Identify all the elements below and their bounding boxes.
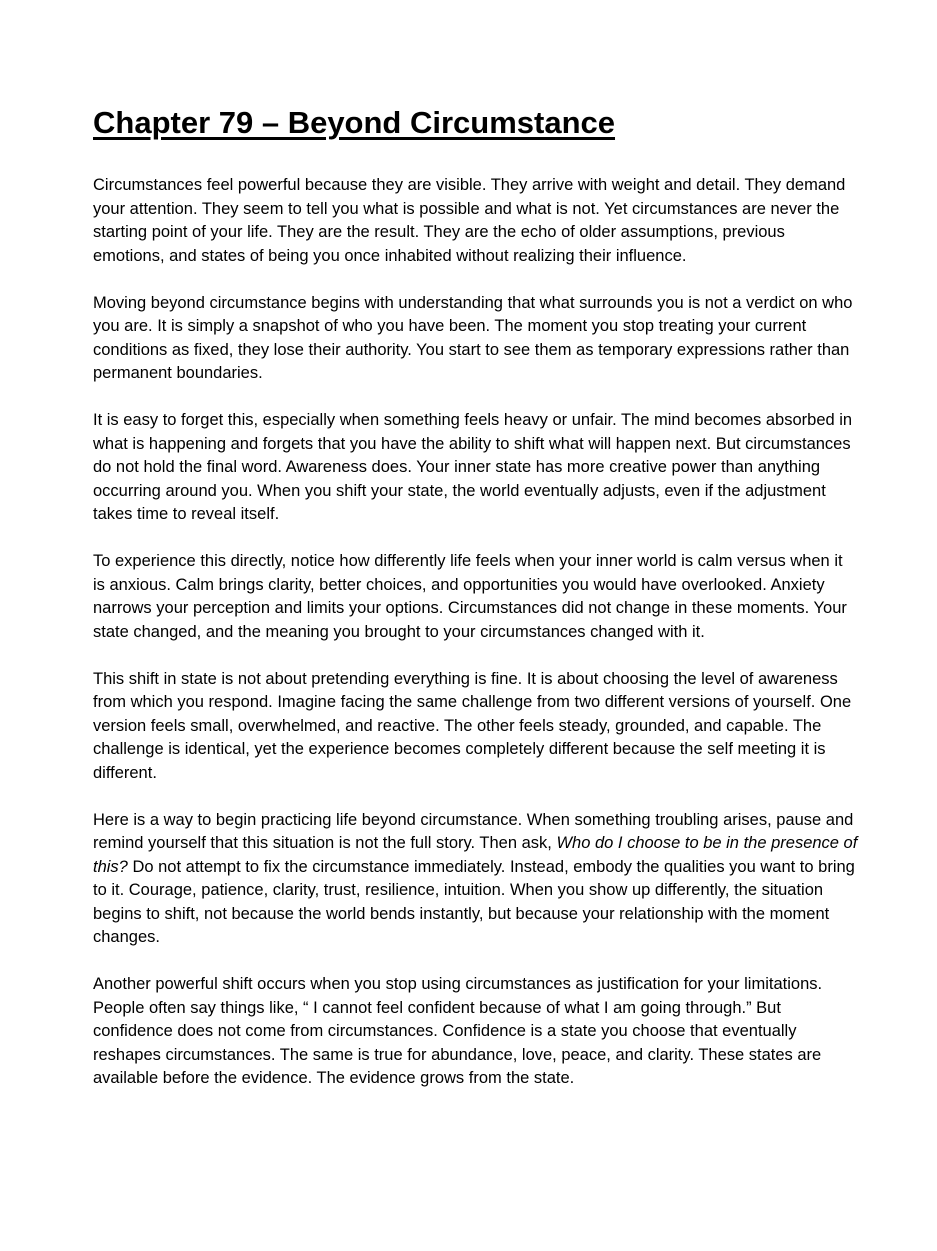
paragraph	[93, 550, 859, 644]
document-content	[93, 0, 859, 1091]
paragraph	[93, 809, 859, 950]
text-run: It is easy to forget this, especially when something feels heavy or unfair. The mind becomes absorbed in what is happening and forgets that you have the ability to shift what will happen next. But circumstances do not hold the final word. Awareness does. Your inner state has more creative power than anything occurring around you. When you shift your state, the world eventually adjusts, even if the adjustment takes time to reveal itself.	[93, 411, 853, 523]
text-run: Circumstances feel powerful because they are visible. They arrive with weight and detail. They demand your attention. They seem to tell you what is possible and what is not. Yet circumstances are never the starting point of your life. They are the result. They are the echo of older assumptions, previous emotions, and states of being you once inhabited without realizing their influence.	[93, 176, 846, 265]
text-run: Do not attempt to fix the circumstance immediately. Instead, embody the qualities you want to bring to it. Courage, patience, clarity, trust, resilience, intuition. When you show up differently, the situation begins to shift, not because the world bends instantly, but because your relationship with the moment changes.	[93, 857, 855, 946]
document-body	[93, 174, 859, 1091]
paragraph	[93, 174, 859, 268]
italic-text-run: Who do I choose to be in the presence of this?	[93, 834, 858, 876]
text-run: To experience this directly, notice how differently life feels when your inner world is calm versus when it is anxious. Calm brings clarity, better choices, and opportunities you would have overlooked. Anxiety narrows your perception and limits your options. Circumstances did not change in these moments. Your state changed, and the meaning you brought to your circumstances changed with it.	[93, 552, 847, 641]
text-run: Moving beyond circumstance begins with understanding that what surrounds you is not a verdict on who you are. It is simply a snapshot of who you have been. The moment you stop treating your current conditions as fixed, they lose their authority. You start to see them as temporary expressions rather than permanent boundaries.	[93, 293, 853, 382]
paragraph	[93, 292, 859, 386]
chapter-title: Chapter 79 – Beyond Circumstance	[93, 105, 616, 140]
paragraph	[93, 409, 859, 527]
paragraph	[93, 973, 859, 1091]
paragraph	[93, 668, 859, 786]
text-run: Here is a way to begin practicing life beyond circumstance. When something troubling arises, pause and remind yourself that this situation is not the full story. Then ask,	[93, 810, 854, 852]
text-run: This shift in state is not about pretending everything is fine. It is about choosing the level of awareness from which you respond. Imagine facing the same challenge from two different versions of yourself. One version feels small, overwhelmed, and reactive. The other feels steady, grounded, and capable. The challenge is identical, yet the experience becomes completely different because the self meeting it is different.	[93, 669, 852, 782]
text-run: Another powerful shift occurs when you stop using circumstances as justification for your limitations. People often say things like, “ I cannot feel confident because of what I am going through.” But confidence does not come from circumstances. Confidence is a state you choose that eventually reshapes circumstances. The same is true for abundance, love, peace, and clarity. These states are available before the evidence. The evidence grows from the state.	[93, 975, 823, 1087]
